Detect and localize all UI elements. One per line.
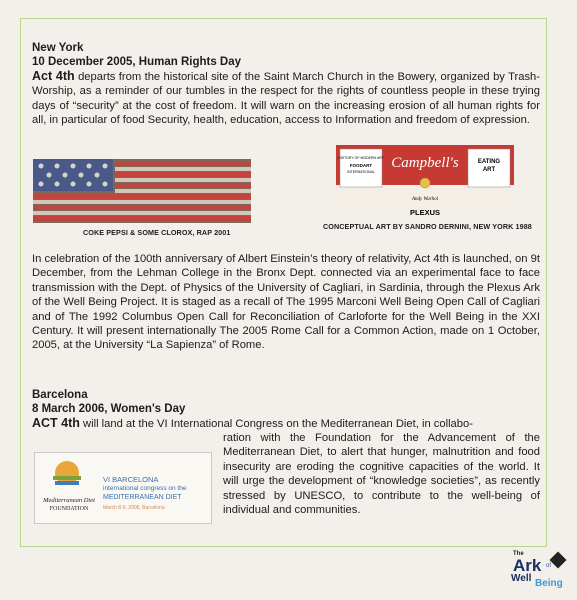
foundation-sub: FOUNDATION (49, 506, 89, 512)
can-left-line-1: HISTORY OF MODERN ART (338, 156, 384, 160)
caption-left: COKE PEPSI & SOME CLOROX, RAP 2001 (83, 228, 231, 237)
soup-can-artwork (336, 145, 514, 217)
caption-right: CONCEPTUAL ART BY SANDRO DERNINI, NEW YORK 1988 (323, 222, 532, 231)
can-footer: PLEXUS (409, 208, 441, 217)
barcelona-section (32, 388, 540, 431)
date-heading: 10 December 2005, Human Rights Day (32, 56, 242, 68)
plexus-diamond-icon (549, 551, 567, 569)
can-right-line-1: EATING (477, 159, 501, 165)
logo-ark: Ark (513, 556, 542, 575)
logo-of: of (546, 563, 552, 569)
logo-well: Well (511, 573, 532, 584)
ark-of-well-being-logo (509, 551, 569, 591)
city-heading: Barcelona (32, 389, 88, 401)
logo-being: Being (535, 578, 563, 589)
can-signature: Andy Warhol (412, 197, 438, 202)
city-heading: New York (32, 42, 84, 54)
congress-line-3: MEDITERRANEAN DIET (103, 494, 182, 501)
can-right-line-2: ART (482, 167, 496, 173)
einstein-paragraph: In celebration of the 100th anniversary of Albert Einstein’s theory of relativity, Act 4th is launched, on 9t December, from the Lehman College in the Bronx Dept. connected via an experimental face to face transmission with the Dept. of Physics of the University of Cagliari, in Sardinia, through the Plexus Ark of the Well Being Project. It is staged as a recall of The 1995 Marconi Well Being Open Call of Cagliari and of The 1992 Columbus Open Call for Reconciliation of Carloforte for the Well Being in the XXI Century. It will present internationally The 2005 Rome Call for a Common Action, made on 1 October, 2005, at the University “La Sapienza” of Rome. (32, 253, 540, 352)
barcelona-body: ration with the Foundation for the Advancement of the Mediterranean Diet, to alert that hunger, malnutrition and food insecurity are eroding the cognitive capacities of the world. It will urge the development of “knowledge societies”, as recently stressed by UNESCO, to contribute to the well-being of individual and communities. (223, 432, 540, 517)
congress-line-1: VI BARCELONA (103, 475, 159, 484)
foundation-name: Mediterranean Diet (43, 497, 95, 504)
date-heading: 8 March 2006, Women's Day (32, 403, 186, 415)
can-brand: Campbell's (391, 155, 459, 171)
can-left-line-2: FOODART (349, 163, 373, 168)
new-york-section (32, 41, 540, 128)
intro-text: will land at the VI International Congress on the Mediterranean Diet, in collabo- (79, 418, 473, 430)
cans-flag-photo (33, 159, 251, 223)
lead-act-4th: Act 4th (32, 69, 75, 83)
can-left-line-3: INTERNATIONAL (347, 170, 375, 174)
logo-the: The (513, 551, 524, 557)
congress-line-4: March 8-9, 2006, Barcelona (103, 505, 165, 511)
paragraph-body: departs from the historical site of the Saint March Church in the Bowery, organized by Trash-Worship, as a reminder of our tumbles in the respect for the rights of countless people in these trying days of “security” at the cost of freedom. It will warn on the increasing erosion of all human rights for all, in particular of food Security, health, education, access to Information and freedom of expression. (32, 71, 540, 127)
congress-line-2: international congress on the (103, 485, 187, 492)
can-medallion-icon (420, 178, 430, 188)
congress-logo-box (34, 452, 212, 524)
paragraph-act-4th (32, 69, 540, 128)
mediterranean-diet-logo-icon (49, 459, 85, 491)
lead-act-4th: ACT 4th (32, 416, 80, 430)
barcelona-intro (32, 416, 540, 431)
